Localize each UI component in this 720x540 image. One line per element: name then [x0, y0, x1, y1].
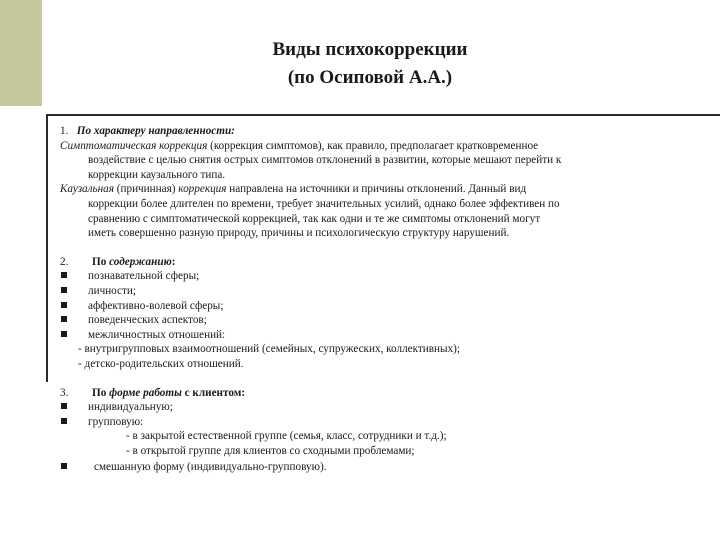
symptomatic-text-3: коррекции каузального типа. — [88, 168, 226, 181]
list-item: групповую: — [60, 415, 684, 430]
title-line-2: (по Осиповой А.А.) — [287, 67, 453, 88]
slide-content — [60, 124, 684, 475]
symptomatic-text-1: (коррекция симптомов), как правило, предполагает кратковременное — [207, 139, 539, 152]
section3-heading-italic: форме работы — [109, 386, 182, 399]
title-divider — [46, 114, 720, 116]
bullet-icon — [61, 331, 67, 337]
bullet-icon — [61, 302, 67, 308]
list-item: личности; — [60, 284, 684, 299]
slide-title — [80, 36, 660, 92]
title-line-1: Виды психокоррекции — [272, 39, 468, 60]
causal-text-4: иметь совершенно разную природу, причины и психологическую структуру нарушений. — [88, 227, 510, 240]
section1-heading-text: По характеру направленности: — [76, 125, 235, 137]
bullet-icon — [61, 418, 67, 424]
bullet-icon — [61, 287, 67, 293]
bullet-icon — [61, 272, 67, 278]
section3-heading-prefix: По — [92, 386, 110, 399]
section2-heading-prefix: По — [92, 255, 110, 268]
symptomatic-term: Симптоматическая коррекция — [60, 139, 208, 152]
section1-number: 1. — [60, 125, 69, 137]
bullet-icon — [61, 463, 67, 469]
section2-heading — [60, 255, 684, 270]
causal-term-1: Каузальная — [60, 183, 114, 196]
bullet-icon — [61, 316, 67, 322]
left-divider — [46, 114, 48, 382]
causal-term-2: коррекция — [178, 183, 227, 196]
section1-heading — [60, 124, 684, 139]
causal-text-1: направлена на источники и причины отклонений. Данный вид — [226, 183, 527, 196]
decorative-side-bar — [0, 0, 42, 106]
list-item: познавательной сферы; — [60, 269, 684, 284]
symptomatic-paragraph — [60, 139, 684, 154]
section3-number: 3. — [60, 386, 69, 399]
section2-heading-suffix: : — [171, 255, 176, 268]
section2-heading-italic: содержанию — [109, 255, 172, 268]
section2-number: 2. — [60, 255, 69, 268]
causal-paragraph — [60, 182, 684, 197]
list-item: межличностных отношений: — [60, 328, 684, 343]
causal-text-3: сравнению с симптоматической коррекцией, так как одни и те же симптомы отклонений могут — [88, 212, 541, 225]
list-item: аффективно-волевой сферы; — [60, 299, 684, 314]
sub-list-item: - внутригрупповых взаимоотношений (семейных, супружеских, коллективных); — [78, 343, 460, 356]
bullet-icon — [61, 403, 67, 409]
section3-heading-suffix: с клиентом: — [181, 386, 246, 399]
sub-list-item: - в закрытой естественной группе (семья, класс, сотрудники и т.д.); — [126, 430, 447, 443]
symptomatic-text-2: воздействие с целью снятия острых симптомов отклонений в развитии, которые мешают перейти к — [88, 154, 562, 167]
list-item: поведенческих аспектов; — [60, 313, 684, 328]
list-item: индивидуальную; — [60, 400, 684, 415]
sub-list-item: - в открытой группе для клиентов со сходными проблемами; — [126, 444, 415, 457]
causal-mid: (причинная) — [113, 183, 179, 196]
section3-heading — [60, 386, 684, 401]
sub-list-item: - детско-родительских отношений. — [78, 357, 244, 370]
list-item: смешанную форму (индивидуально-групповую). — [60, 460, 684, 475]
causal-text-2: коррекции более длителен по времени, требует значительных усилий, однако более эффективен по — [88, 197, 560, 210]
